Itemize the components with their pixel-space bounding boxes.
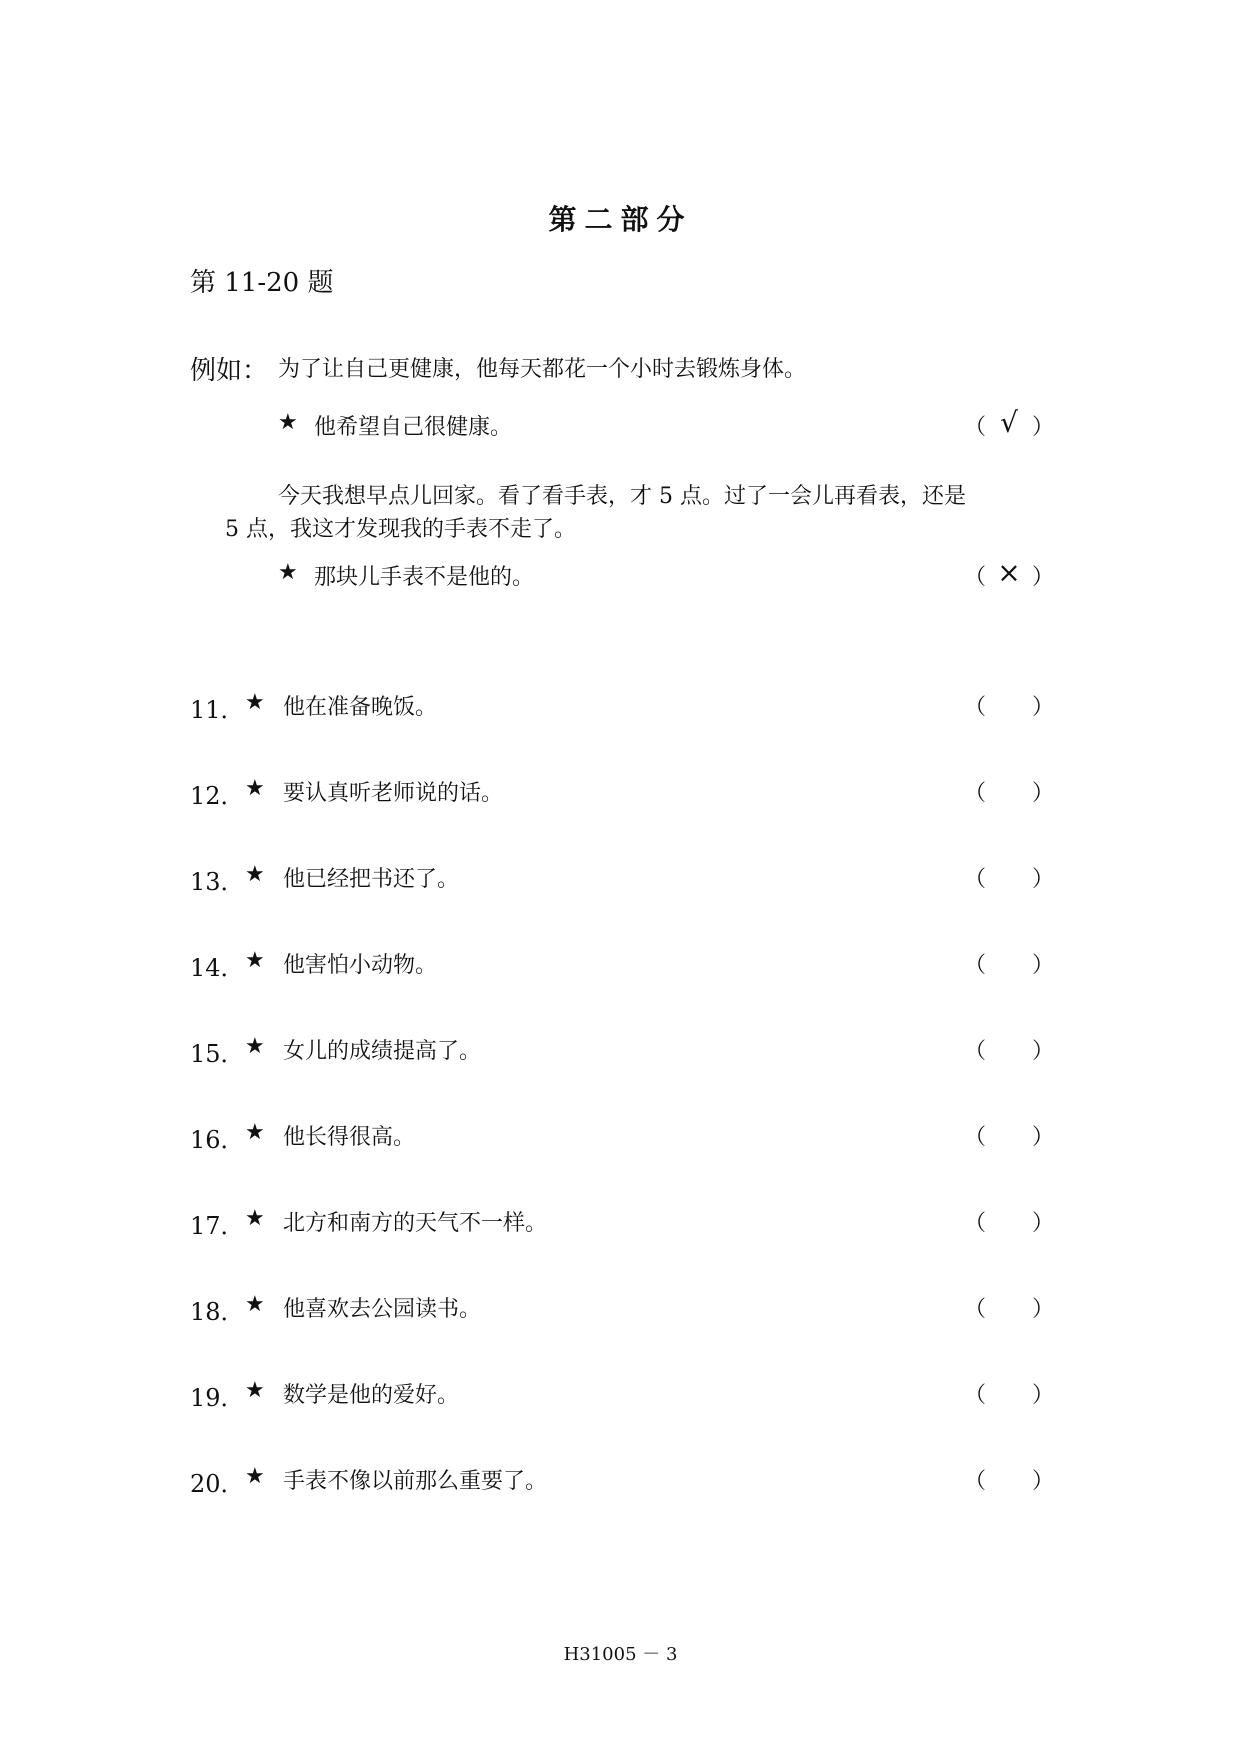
paren-close: ） (1031, 1125, 1054, 1150)
paren-open: （ (964, 1211, 987, 1236)
cross-mark: × (997, 556, 1021, 589)
star-icon: ★ (245, 1464, 265, 1489)
paren-open: （ (964, 565, 987, 590)
star-icon: ★ (245, 1292, 265, 1317)
question-number: 18． (190, 1298, 245, 1326)
star-icon: ★ (245, 1034, 265, 1059)
section-title: 第二部分 (548, 203, 693, 236)
star-icon: ★ (245, 1378, 265, 1403)
question-statement: 他已经把书还了。 (283, 867, 460, 892)
page-footer: H31005 － 3 (563, 1644, 678, 1665)
example-passage-line-1: 今天我想早点儿回家。看了看手表，才 5 点。过了一会儿再看表，还是 (278, 484, 966, 509)
paren-open: （ (964, 1297, 987, 1322)
paren-close: ） (1031, 1297, 1054, 1322)
paren-close: ） (1031, 695, 1054, 720)
question-number: 14． (190, 954, 245, 982)
paren-close: ） (1031, 1211, 1054, 1236)
paren-close: ） (1031, 1039, 1054, 1064)
star-icon: ★ (245, 1206, 265, 1231)
question-statement: 女儿的成绩提高了。 (283, 1039, 482, 1064)
question-range: 第 11-20 题 (190, 268, 334, 298)
example-label: 例如： (190, 356, 269, 386)
question-statement: 手表不像以前那么重要了。 (283, 1469, 548, 1494)
star-icon: ★ (245, 948, 265, 973)
paren-close: ） (1031, 415, 1054, 440)
paren-close: ） (1031, 781, 1054, 806)
question-statement: 数学是他的爱好。 (283, 1383, 460, 1408)
example-sentence: 为了让自己更健康，他每天都花一个小时去锻炼身体。 (278, 357, 807, 382)
star-icon: ★ (278, 410, 298, 435)
check-mark: √ (1000, 406, 1018, 439)
star-icon: ★ (245, 690, 265, 715)
question-number: 17． (190, 1212, 245, 1240)
paren-close: ） (1031, 565, 1054, 590)
paren-open: （ (964, 1383, 987, 1408)
paren-open: （ (964, 695, 987, 720)
paren-open: （ (964, 1125, 987, 1150)
star-icon: ★ (245, 1120, 265, 1145)
paren-open: （ (964, 953, 987, 978)
paren-open: （ (964, 1469, 987, 1494)
question-statement: 北方和南方的天气不一样。 (283, 1211, 548, 1236)
question-number: 16． (190, 1126, 245, 1154)
question-number: 15． (190, 1040, 245, 1068)
star-icon: ★ (245, 862, 265, 887)
question-number: 11． (190, 696, 245, 724)
example-statement-2: 那块儿手表不是他的。 (314, 565, 535, 590)
question-statement: 要认真听老师说的话。 (283, 781, 504, 806)
question-statement: 他在准备晚饭。 (283, 695, 438, 720)
paren-open: （ (964, 1039, 987, 1064)
question-statement: 他害怕小动物。 (283, 953, 438, 978)
question-number: 12． (190, 782, 245, 810)
question-number: 13． (190, 868, 245, 896)
star-icon: ★ (245, 776, 265, 801)
question-number: 19． (190, 1384, 245, 1412)
paren-close: ） (1031, 867, 1054, 892)
star-icon: ★ (278, 560, 298, 585)
question-statement: 他长得很高。 (283, 1125, 416, 1150)
paren-open: （ (964, 867, 987, 892)
paren-open: （ (964, 781, 987, 806)
question-statement: 他喜欢去公园读书。 (283, 1297, 482, 1322)
example-statement-1: 他希望自己很健康。 (314, 415, 513, 440)
question-number: 20． (190, 1470, 245, 1498)
paren-close: ） (1031, 1469, 1054, 1494)
paren-close: ） (1031, 1383, 1054, 1408)
paren-open: （ (964, 415, 987, 440)
example-passage-line-2: 5 点，我这才发现我的手表不走了。 (225, 517, 576, 542)
paren-close: ） (1031, 953, 1054, 978)
